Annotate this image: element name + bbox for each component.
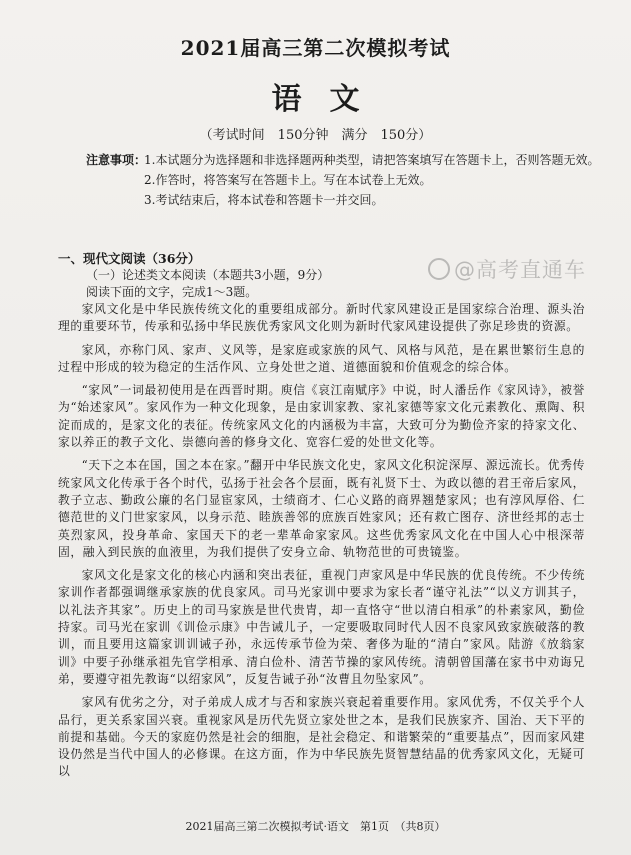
watermark bbox=[428, 254, 586, 284]
section-title: 一、现代文阅读（36分） bbox=[58, 251, 201, 266]
subsection-title: （一）论述类文本阅读（本题共3小题，9分） bbox=[86, 268, 330, 282]
subject-title: 语文 bbox=[271, 82, 388, 117]
paragraph-2: 家风，亦称门风、家声、义风等，是家庭或家族的风气、风格与风范，是在累世繁衍生息的过程中形成的较为稳定的生活作风、立身处世之道、道德面貌和价值观念的综合体。 bbox=[58, 342, 585, 374]
exam-info: （考试时间 150分钟 满分 150分） bbox=[199, 128, 432, 143]
paragraph-5: 家风文化是家文化的核心内涵和突出表征，重视门声家风是中华民族的优良传统。不少传统家训作者都强调继承家族的优良家风。司马光家训中要求为家长者“谨守礼法”“以义方训其子，以礼法齐其家”。历史上的司马家族是世代贵胄，却一直恪守“世以清白相承”的朴素家风，勤俭持家。司马光在家训《训俭示康》中告诫儿子，一定要吸取同时代人因不良家风致家族破落的教训，而且要用这篇家训训诫子孙，永远传承节俭为荣、奢侈为耻的“清白”家风。陆游《放翁家训》中要子孙继承祖先官学相承、清白俭朴、清苦节操的家风传统。清朝曾国藩在家书中劝诲兄弟，要遵守祖先教诲“以绍家风”，反复告诫子孙“汝曹且勿坠家风”。 bbox=[58, 568, 585, 686]
note-item-2: 2.作答时，将答案写在答题卡上。写在本试卷上无效。 bbox=[144, 173, 432, 187]
watermark-logo-icon bbox=[428, 258, 450, 280]
note-item-1: 1.本试题分为选择题和非选择题两种类型，请把答案填写在答题卡上，否则答题无效。 bbox=[144, 153, 600, 167]
notes-list bbox=[144, 152, 606, 208]
note-item-3: 3.考试结束后，将本试卷和答题卡一并交回。 bbox=[144, 193, 384, 207]
watermark-text: @高考直通车 bbox=[454, 258, 586, 282]
page-footer: 2021届高三第二次模拟考试·语文 第1页 （共8页） bbox=[185, 820, 446, 833]
reading-instruction: 阅读下面的文字，完成1～3题。 bbox=[86, 285, 258, 299]
paragraph-1: 家风文化是中华民族传统文化的重要组成部分。新时代家风建设正是国家综合治理、源头治理的重要环节，传承和弘扬中华民族优秀家风文化则为新时代家风建设提供了弥足珍贵的资源。 bbox=[58, 302, 585, 334]
notes-block bbox=[86, 152, 606, 212]
exam-title: 2021届高三第二次模拟考试 bbox=[180, 36, 451, 60]
paragraph-4: “天下之本在国，国之本在家。”翻开中华民族文化史，家风文化积淀深厚、源远流长。优秀传统家风文化传承于各个时代，弘扬于社会各个层面，既有礼贤下士、为政以德的君王帝后家风，教子立志、勤政公廉的名门显宦家风，士绩商才、仁心义路的商界翘楚家风；也有淳风厚俗、仁德范世的义门世家家风，以身示范、睦族善邻的庶族百姓家风；还有救亡图存、济世经邦的志士英烈家风，投身革命、家国天下的老一辈革命家家风。这些优秀家风文化在中国人心中根深蒂固，融入到民族的血液里，为我们提供了安身立命、轨物范世的可贵镜鉴。 bbox=[58, 458, 585, 559]
paragraph-3: “家风”一词最初使用是在西晋时期。庾信《哀江南赋序》中说，时人潘岳作《家风诗》，被誉为“始述家风”。家风作为一种文化现象，是由家训家教、家礼家德等家文化元素教化、熏陶、积淀而成的，是家文化的表征。传统家风文化的内涵极为丰富，大致可分为勤俭齐家的持家文化、家以养正的教子文化、崇德向善的修身文化、宽容仁爱的处世文化等。 bbox=[58, 383, 585, 450]
reading-passage bbox=[58, 301, 585, 787]
notes-label: 注意事项： bbox=[86, 153, 147, 167]
paragraph-6: 家风有优劣之分，对子弟成人成才与否和家族兴衰起着重要作用。家风优秀，不仅关乎个人品行，更关系家国兴衰。重视家风是历代先贤立家处世之本，是我们民族家齐、国治、天下平的前提和基础。今天的家庭仍然是社会的细胞，是社会稳定、和谐繁荣的“重要基点”，因而家风建设仍然是当代中国人的必修课。在这方面，作为中华民族先贤智慧结晶的优秀家风文化，无疑可以 bbox=[58, 695, 585, 779]
